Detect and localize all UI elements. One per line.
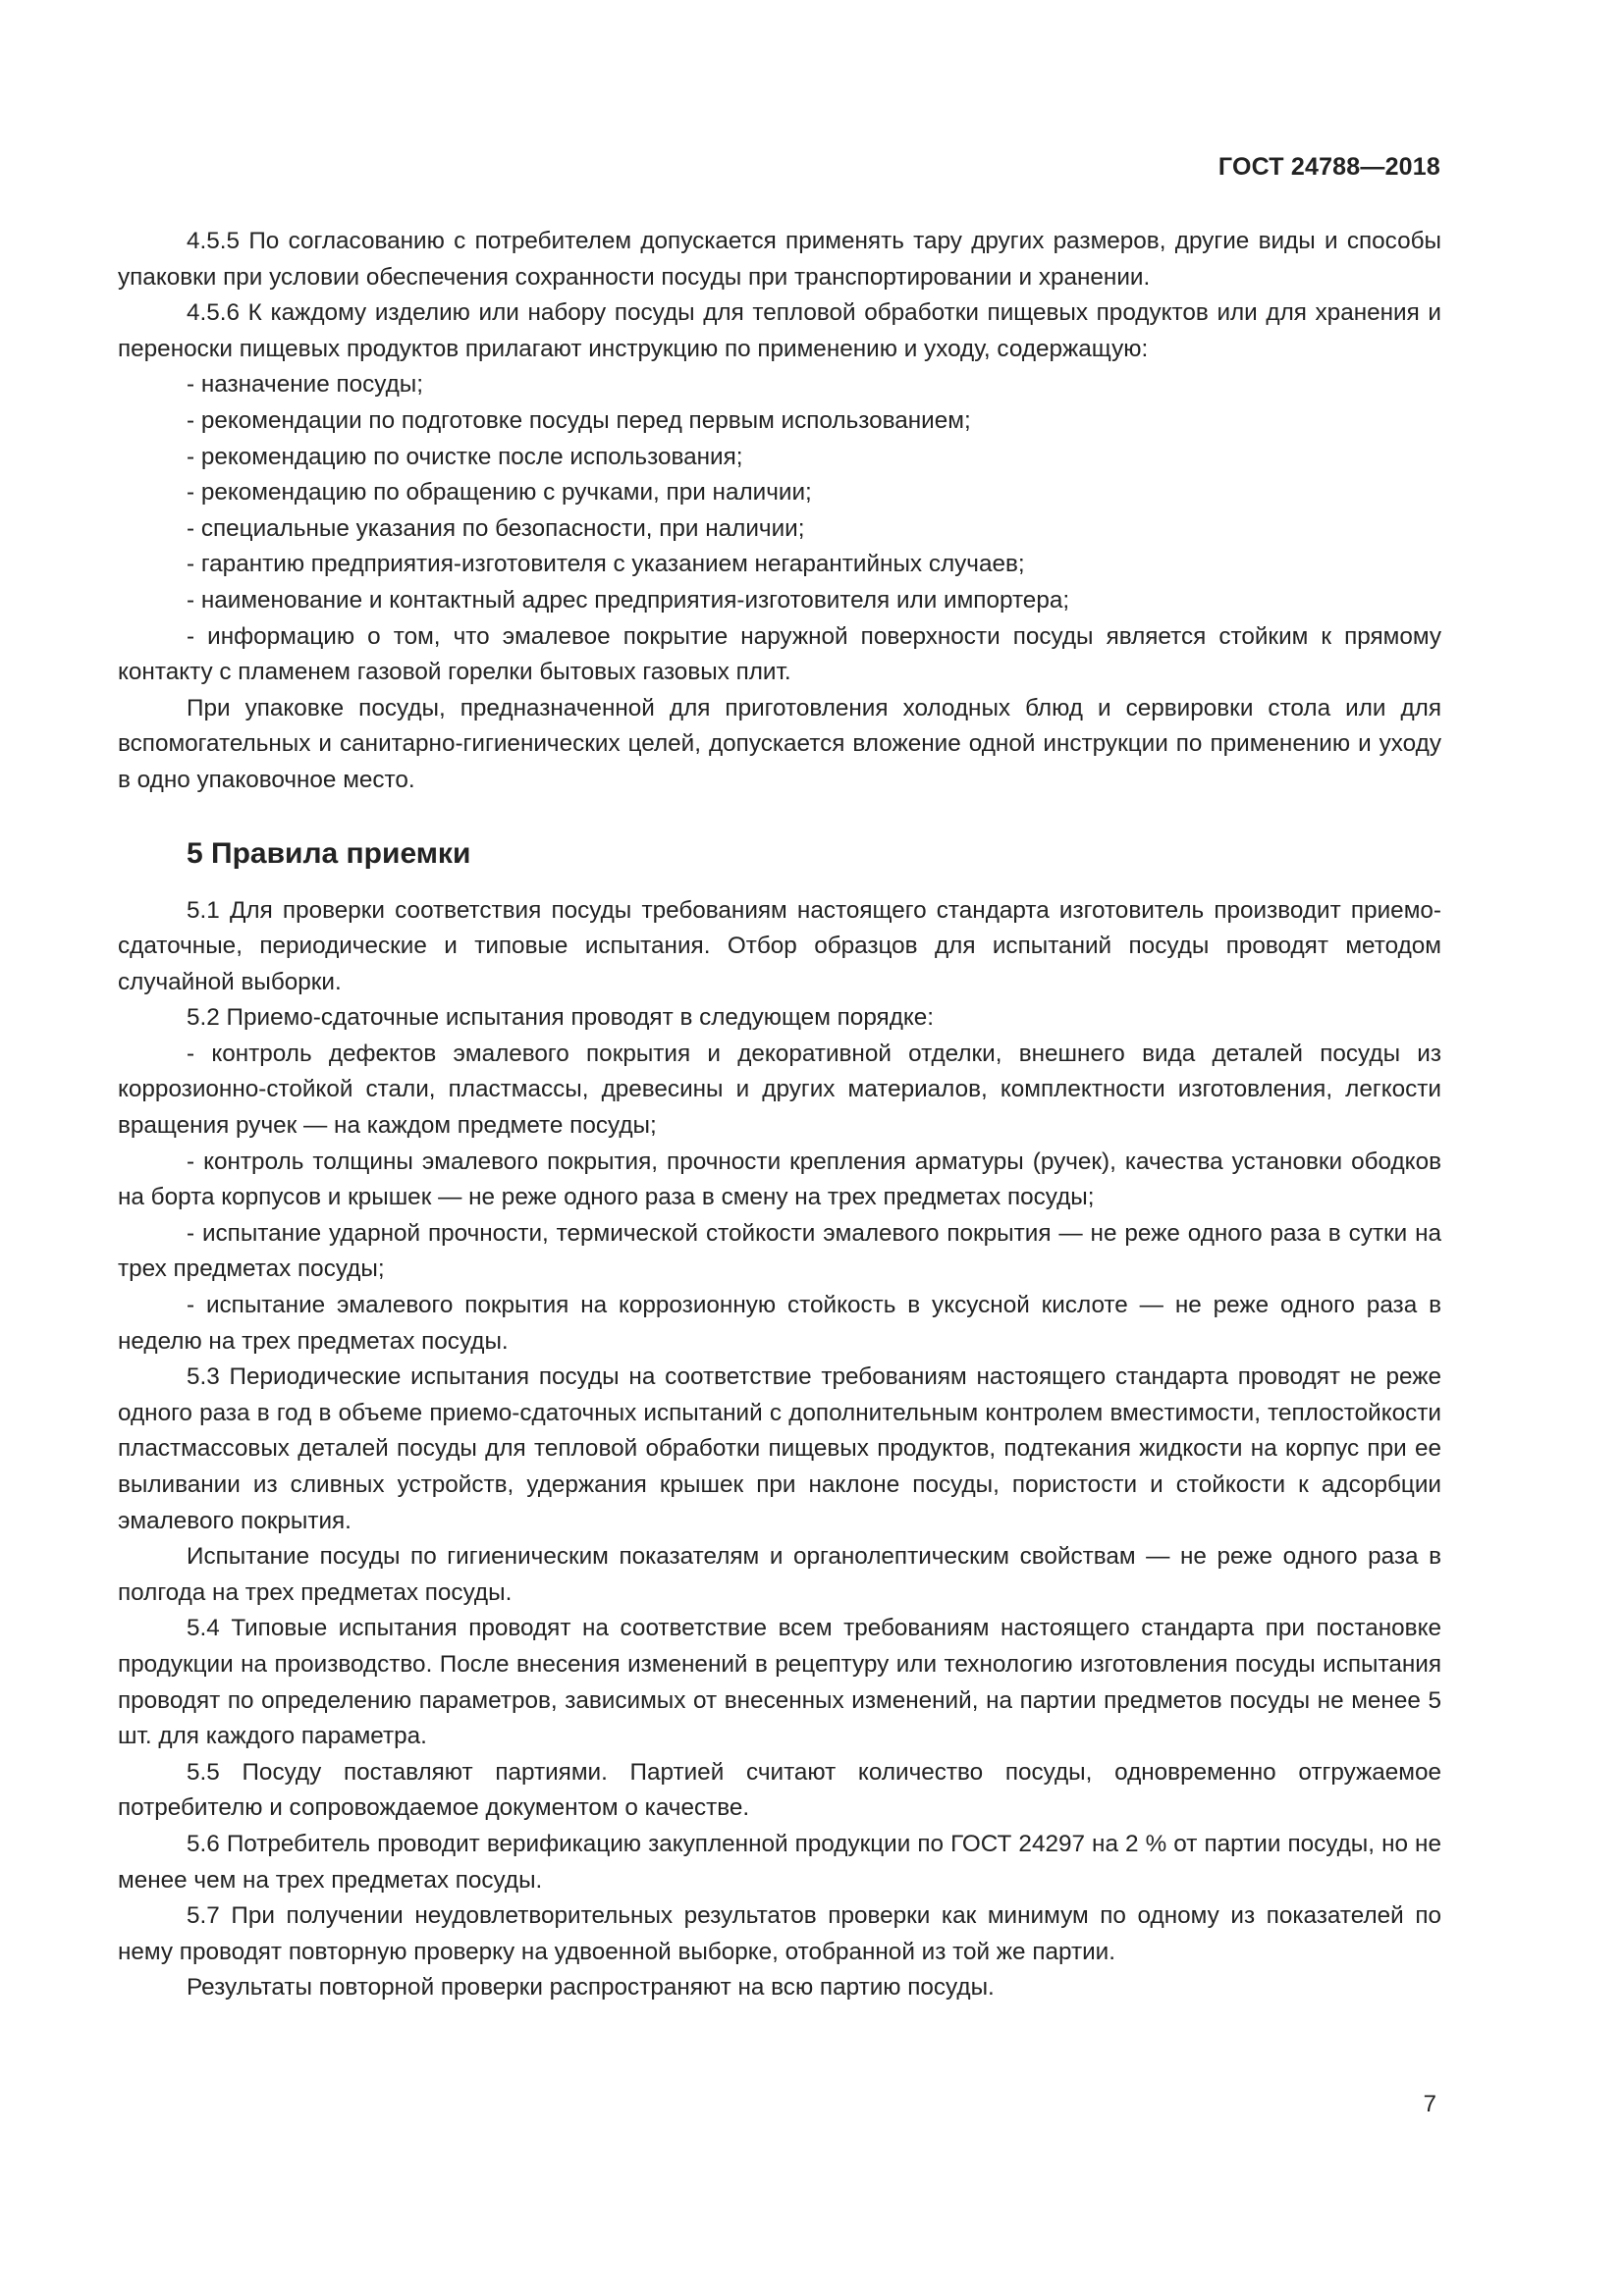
list-item: - гарантию предприятия-изготовителя с указанием негарантийных случаев; <box>187 551 1025 578</box>
list-item: - испытание ударной прочности, термической стойкости эмалевого покрытия — не реже одного раза в сутки на трех предметах посуды; <box>118 1219 1441 1283</box>
list-item: - назначение посуды; <box>187 371 424 399</box>
paragraph-4-5-5: 4.5.5 По согласованию с потребителем допускается применять тару других размеров, другие виды и способы упаковки при условии обеспечения сохранности посуды при транспортировании и хранении. <box>118 228 1441 291</box>
list-item: - контроль толщины эмалевого покрытия, прочности крепления арматуры (ручек), качества установки ободков на борта корпусов и крышек — не реже одного раза в смену на трех предметах посуды; <box>118 1148 1441 1211</box>
paragraph-5-4: 5.4 Типовые испытания проводят на соответствие всем требованиям настоящего стандарта при постановке продукции на производство. После внесения изменений в рецептуру или технологию изготовления посуды испытания проводят по определению параметров, зависимых от внесенных изменений, на партии предметов посуды не менее 5 шт. для каждого параметра. <box>118 1615 1441 1750</box>
list-item: - испытание эмалевого покрытия на коррозионную стойкость в уксусной кислоте — не реже одного раза в неделю на трех предметах посуды. <box>118 1292 1441 1355</box>
list-item: - наименование и контактный адрес предприятия-изготовителя или импортера; <box>187 586 1070 614</box>
page-number: 7 <box>1423 2091 1436 2117</box>
section-title: 5 Правила приемки <box>187 836 471 870</box>
list-item: - рекомендацию по обращению с ручками, при наличии; <box>187 479 812 507</box>
paragraph-4-5-6: 4.5.6 К каждому изделию или набору посуды для тепловой обработки пищевых продуктов или для хранения и переноски пищевых продуктов прилагают инструкцию по применению и уходу, содержащую: <box>118 299 1441 362</box>
paragraph-5-7: 5.7 При получении неудовлетворительных результатов проверки как минимум по одному из показателей по нему проводят повторную проверку на удвоенной выборке, отобранной из той же партии. <box>118 1902 1441 1965</box>
paragraph-5-6: 5.6 Потребитель проводит верификацию закупленной продукции по ГОСТ 24297 на 2 % от партии посуды, но не менее чем на трех предметах посуды. <box>118 1830 1441 1894</box>
list-item: - рекомендации по подготовке посуды перед первым использованием; <box>187 406 971 434</box>
list-item: - специальные указания по безопасности, при наличии; <box>187 514 805 542</box>
packing-note-paragraph: При упаковке посуды, предназначенной для приготовления холодных блюд и сервировки стола или для вспомогательных и санитарно-гигиенических целей, допускается вложение одной инструкции по применению и уходу в одно упаковочное место. <box>118 694 1441 793</box>
hygiene-paragraph: Испытание посуды по гигиеническим показателям и органолептическим свойствам — не реже одного раза в полгода на трех предметах посуды. <box>118 1543 1441 1606</box>
repeat-check-paragraph: Результаты повторной проверки распространяют на всю партию посуды. <box>187 1974 995 2002</box>
document-body <box>118 224 1441 2006</box>
paragraph-5-5: 5.5 Посуду поставляют партиями. Партией считают количество посуды, одновременно отгружаемое потребителю и сопровождаемое документом о качестве. <box>118 1758 1441 1822</box>
paragraph-5-3: 5.3 Периодические испытания посуды на соответствие требованиям настоящего стандарта проводят не реже одного раза в год в объеме приемо-сдаточных испытаний с дополнительным контролем вместимости, теплостойкости пластмассовых деталей посуды для тепловой обработки пищевых продуктов, подтекания жидкости на корпус при ее выливании из сливных устройств, удержания крышек при наклоне посуды, пористости и стойкости к адсорбции эмалевого покрытия. <box>118 1363 1441 1534</box>
list-item: - рекомендацию по очистке после использования; <box>187 443 743 470</box>
paragraph-5-2: 5.2 Приемо-сдаточные испытания проводят в следующем порядке: <box>187 1004 935 1032</box>
paragraph-5-1: 5.1 Для проверки соответствия посуды требованиям настоящего стандарта изготовитель производит приемо-сдаточные, периодические и типовые испытания. Отбор образцов для испытаний посуды проводят методом случайной выборки. <box>118 896 1441 995</box>
document-code-header: ГОСТ 24788—2018 <box>1217 153 1440 181</box>
list-item: - информацию о том, что эмалевое покрытие наружной поверхности посуды является стойким к прямому контакту с пламенем газовой горелки бытовых газовых плит. <box>118 622 1441 686</box>
list-item: - контроль дефектов эмалевого покрытия и декоративной отделки, внешнего вида деталей посуды из коррозионно-стойкой стали, пластмассы, древесины и других материалов, комплектности изготовления, легкости вращения ручек — на каждом предмете посуды; <box>118 1040 1441 1140</box>
